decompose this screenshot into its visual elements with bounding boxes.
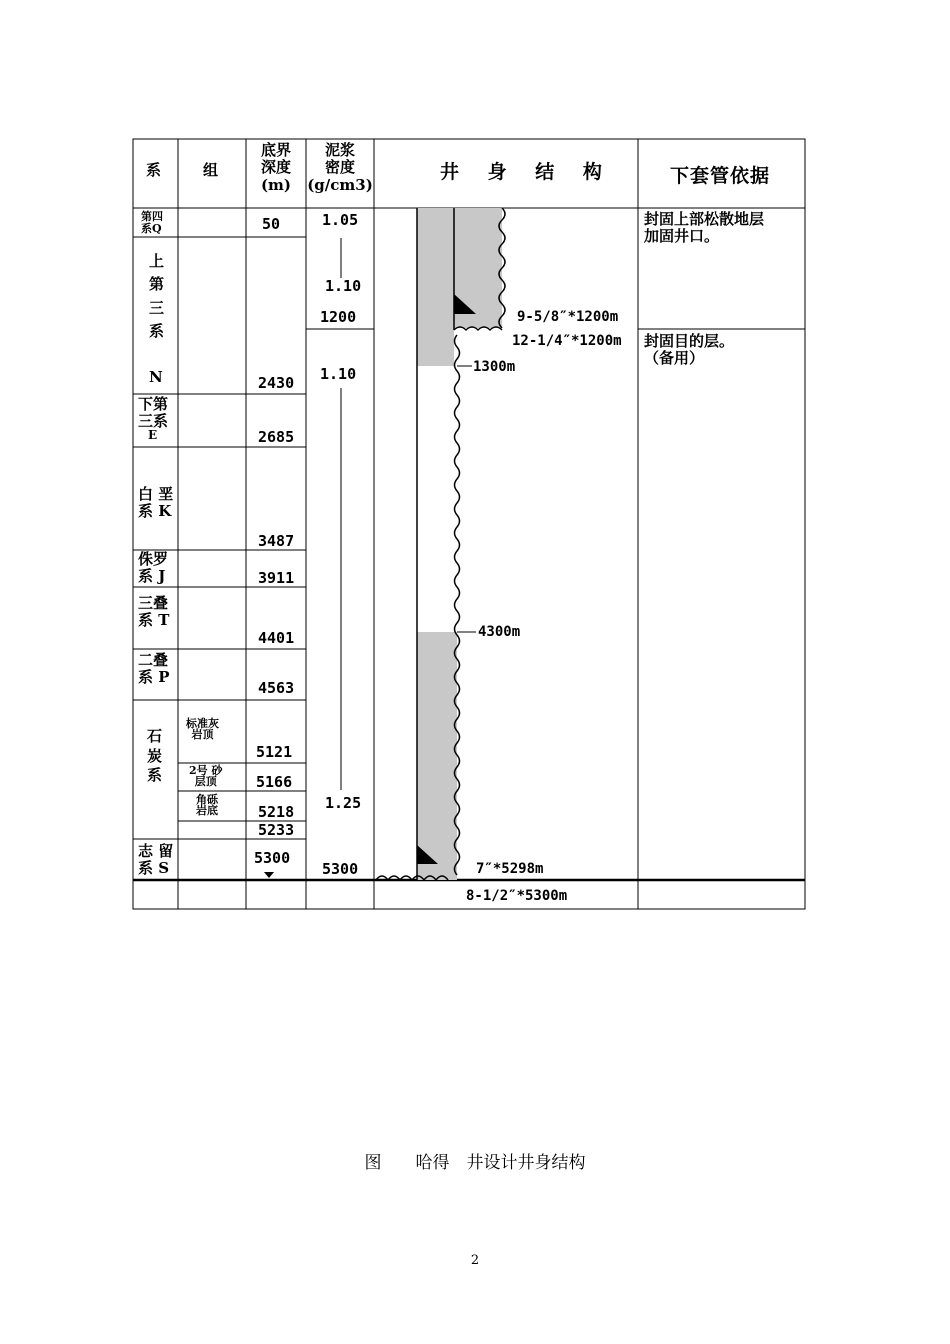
system-paleogene: 下第 三系 E	[138, 395, 169, 442]
label-hole1: 12-1/4″*1200m	[512, 333, 622, 349]
label-hole2: 8-1/2″*5300m	[466, 888, 568, 904]
depth-value: 5233	[258, 821, 295, 839]
header-depth: 底界 深度 (m)	[260, 141, 292, 194]
group-sand2-top: 2号 砂 层顶	[189, 764, 223, 788]
label-depth2: 4300m	[478, 624, 521, 640]
system-neogene: 上 第 三 系 N	[149, 252, 165, 387]
system-cretaceous: 白 垩 系 K	[138, 485, 174, 521]
group-limestone-top: 标准灰 岩顶	[186, 717, 219, 741]
depth-value: 5166	[256, 773, 293, 791]
depth-value: 5121	[256, 743, 293, 761]
depth-value: 3487	[258, 532, 295, 550]
depth-value: 5218	[258, 803, 295, 821]
basis-note-2: 封固目的层。 （备用）	[644, 332, 735, 368]
header-structure: 井 身 结 构	[440, 161, 604, 183]
density-value: 5300	[322, 860, 359, 878]
density-value: 1.10	[325, 277, 362, 295]
density-value: 1.25	[325, 794, 362, 812]
group-breccia-bottom: 角砾 岩底	[196, 793, 218, 817]
system-carboniferous: 石 炭 系	[147, 727, 163, 784]
basis-note-1: 封固上部松散地层 加固井口。	[644, 210, 765, 246]
density-value: 1.10	[320, 365, 357, 383]
density-value: 1200	[320, 308, 357, 326]
depth-value: 2430	[258, 374, 295, 392]
system-silurian: 志 留 系 S	[138, 842, 174, 878]
label-casing1: 9-5/8″*1200m	[517, 309, 619, 325]
system-permian: 二叠 系 P	[138, 651, 170, 687]
header-system: 系	[146, 161, 162, 179]
header-group: 组	[203, 161, 219, 179]
system-triassic: 三叠 系 T	[138, 594, 170, 630]
density-value: 1.05	[322, 211, 359, 229]
td-marker	[264, 872, 274, 878]
depth-value: 4563	[258, 679, 295, 697]
system-quaternary: 第四 系Q	[141, 210, 163, 235]
depth-value: 5300	[254, 849, 291, 867]
production-cement	[417, 632, 457, 880]
depth-value: 4401	[258, 629, 295, 647]
depth-value: 3911	[258, 569, 295, 587]
system-jurassic: 侏罗 系 J	[138, 550, 169, 585]
figure-caption: 图 哈得 井设计井身结构	[364, 1153, 586, 1173]
depth-value: 50	[262, 215, 281, 233]
intermediate-cement	[417, 328, 454, 366]
label-casing2: 7″*5298m	[476, 861, 544, 877]
depth-value: 2685	[258, 428, 295, 446]
label-depth1: 1300m	[473, 359, 516, 375]
header-density: 泥浆 密度 (g/cm3)	[307, 141, 373, 194]
casing-diagram	[264, 208, 505, 880]
header-basis: 下套管依据	[670, 165, 771, 187]
page-number: 2	[470, 1253, 480, 1268]
